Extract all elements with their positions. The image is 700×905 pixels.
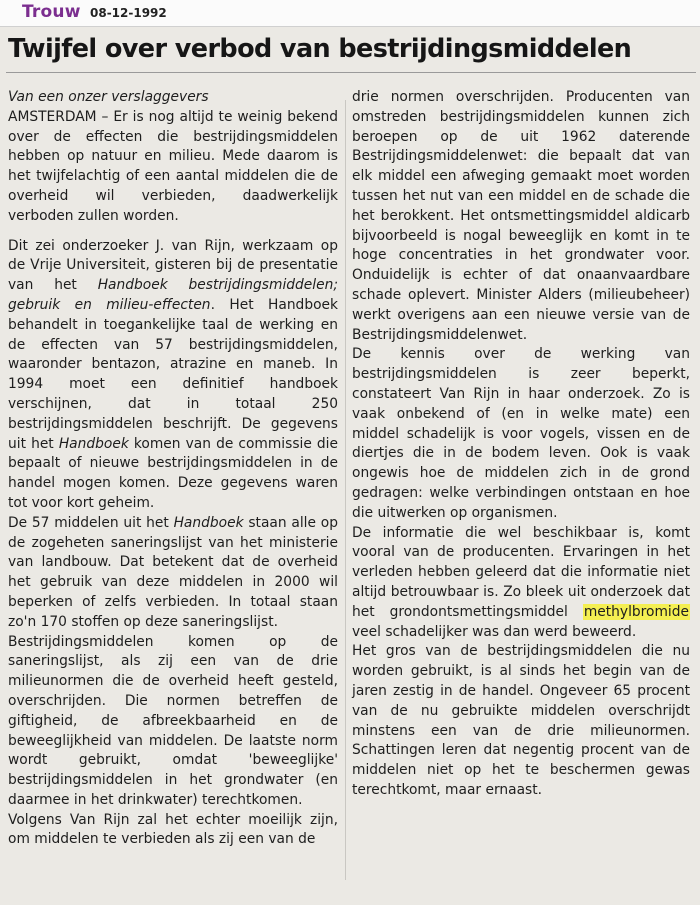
article-column-left (8, 88, 338, 850)
paragraph-gap (8, 227, 338, 237)
book-title: Handboek (58, 435, 129, 452)
paragraph-kennis: De kennis over de werking van bestrijdingsmiddelen is zeer beperkt, constateert Van Rijn in haar onderzoek. Zo is vaak onbekend of (en in welke mate) een middel schadelijk is voor vogels, vissen en de diertjes die in de bodem leven. Ook is vaak ongewis hoe de middelen zich in de grond gedragen: welke verbindingen ontstaan en hoe die uitwerken op organismen. (352, 346, 690, 521)
publication-date: 08-12-1992 (90, 6, 167, 20)
text-run: veel schadelijker was dan werd beweerd. (352, 623, 637, 640)
highlighted-term: methylbromide (583, 603, 689, 620)
text-run: staan alle op de zogeheten saneringslijst van het ministerie van landbouw. Dat betekent dat de overheid het gebruik van deze middelen in 2000 wil beperken of zelfs verbieden. In totaal staan zo'n 170 stoffen op deze saneringslijst. (8, 514, 338, 630)
headline-rule (6, 72, 696, 73)
byline: Van een onzer verslaggevers (8, 89, 209, 105)
book-title: Handboek bestrijdingsmiddelen; gebruik en milieu-effecten (8, 277, 338, 313)
text-run: Dit zei onderzoeker J. van Rijn, werkzaam op de Vrije Universiteit, gisteren bij de presentatie van het (8, 237, 338, 294)
paragraph-saneringslijst (8, 514, 338, 633)
text-run: . Het Handboek behandelt in toegankelijke taal de werking en de effecten van 57 bestrijdingsmiddelen, waaronder bentazon, atrazine en maneb. In 1994 moet een definitief handboek verschijnen, dat in totaal 250 bestrijdingsmiddelen beschrijft. De gegevens uit het (8, 296, 338, 452)
masthead (0, 0, 700, 27)
text-run: De 57 middelen uit het (8, 514, 174, 531)
paragraph-milieunormen: Bestrijdingsmiddelen komen op de saneringslijst, als zij een van de drie milieunormen die de overheid heeft gesteld, overschrijden. Die normen betreffen de giftigheid, de afbreekbaarheid en de beweeglijkheid van middelen. De laatste norm wordt gebruikt, omdat 'beweeglijke' bestrijdingsmiddelen in het grondwater (en daarmee in het drinkwater) terechtkomen. (8, 633, 338, 808)
text-run: De informatie die wel beschikbaar is, komt vooral van de producenten. Ervaringen in het verleden hebben geleerd dat die informatie niet altijd betrouwbaar is. Zo bleek uit onderzoek dat het grondontsmettingsmiddel (352, 524, 690, 620)
book-title: Handboek (173, 514, 244, 531)
column-separator (345, 100, 346, 880)
paragraph-handboek (8, 237, 338, 514)
article-column-right (352, 88, 690, 801)
paragraph-van-rijn: Volgens Van Rijn zal het echter moeilijk zijn, om middelen te verbieden als zij een van de (8, 811, 338, 848)
paragraph-intro: AMSTERDAM – Er is nog altijd te weinig bekend over de effecten die bestrijdingsmiddelen hebben op natuur en milieu. Mede daarom is het twijfelachtig of een aantal middelen die de overheid wil verbieden, daadwerkelijk verboden zullen worden. (8, 108, 338, 224)
text-run: komen van de commissie die bepaalt of nieuwe bestrijdingsmiddelen in de handel mogen komen. Deze gegevens waren tot voor kort geheim. (8, 435, 338, 511)
paragraph-normen: drie normen overschrijden. Producenten van omstreden bestrijdingsmiddelen kunnen zich beroepen op de uit 1962 daterende Bestrijdingsmiddelenwet: die bepaalt dat van elk middel een afweging gemaakt moet worden tussen het nut van een middel en de schade die het berokkent. Het ontsmettingsmiddel aldicarb bijvoorbeeld is nogal beweeglijk en komt in te hoge concentraties in het grondwater voor. Onduidelijk is echter of dat onaanvaardbare schade oplevert. Minister Alders (milieubeheer) werkt overigens aan een nieuwe versie van de Bestrijdingsmiddelenwet. (352, 89, 690, 343)
article-headline: Twijfel over verbod van bestrijdingsmiddelen (8, 34, 632, 64)
newspaper-brand: Trouw (22, 2, 81, 22)
paragraph-gros: Het gros van de bestrijdingsmiddelen die nu worden gebruikt, is al sinds het begin van de jaren zestig in de handel. Ongeveer 65 procent van de nu gebruikte middelen overschrijdt minstens een van de drie milieunormen. Schattingen leren dat negentig procent van de middelen niet op het te beschermen gewas terechtkomt, maar ernaast. (352, 643, 690, 798)
paragraph-informatie (352, 524, 690, 643)
